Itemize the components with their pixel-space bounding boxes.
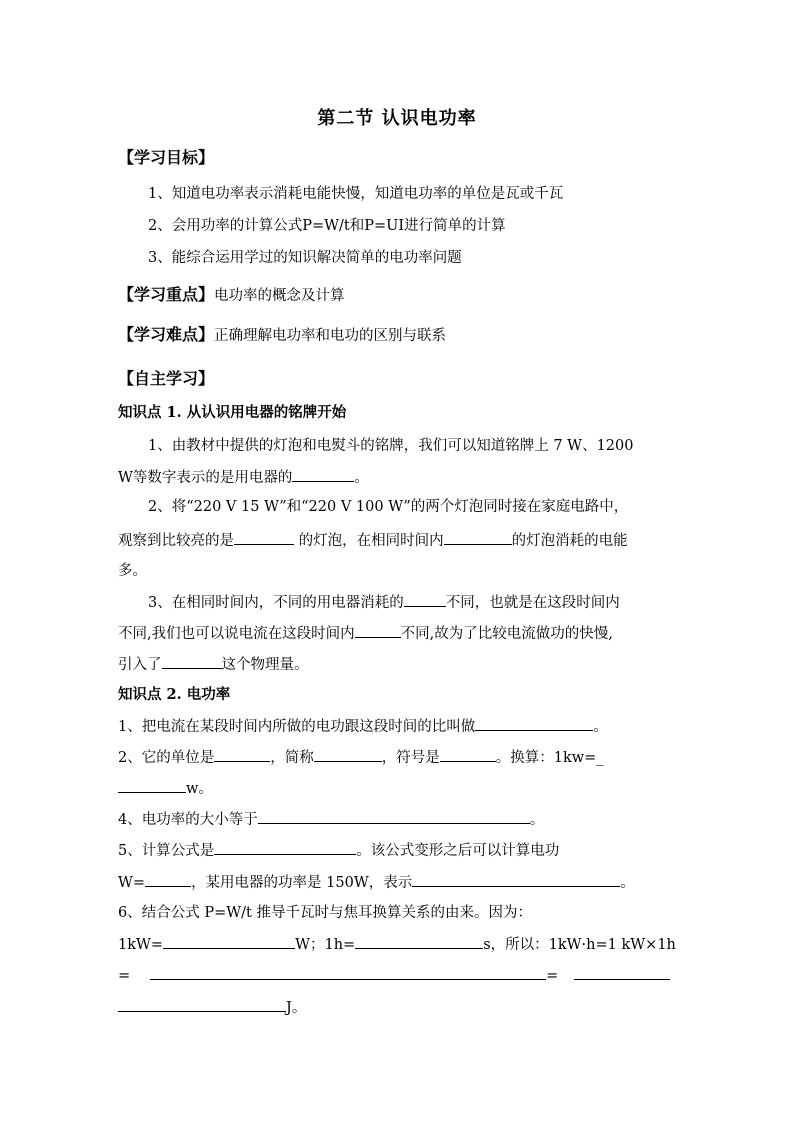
k1-q2-text: 观察到比较亮的是 <box>118 533 234 549</box>
k2-text: ，符号是 <box>381 750 440 766</box>
answer-blank[interactable] <box>440 747 496 762</box>
k1-q3-line3 <box>118 654 309 675</box>
k2-text: 。该公式变形之后可以计算电功 <box>356 843 560 859</box>
k1-heading: 知识点 1. 从认识用电器的铭牌开始 <box>118 404 347 421</box>
answer-blank[interactable] <box>404 592 446 607</box>
k2-line2b <box>118 778 213 799</box>
objective-item: 2、会用功率的计算公式P=W/t和P=UI进行简单的计算 <box>148 218 506 234</box>
answer-blank[interactable] <box>412 872 620 887</box>
difficulty-text: 正确理解电功率和电功的区别与联系 <box>214 328 447 344</box>
difficulty <box>118 325 446 346</box>
answer-blank[interactable] <box>355 623 401 638</box>
answer-blank[interactable] <box>118 778 186 793</box>
k2-text: 1、把电流在某段时间内所做的电功跟这段时间的比叫做 <box>118 719 476 735</box>
k2-line4 <box>118 809 544 830</box>
k2-heading: 知识点 2. 电功率 <box>118 686 231 703</box>
key-point-text: 电功率的概念及计算 <box>214 288 345 304</box>
k1-q2-line1: 2、将“220 V 15 W”和“220 V 100 W”的两个灯泡同时接在家庭电路中， <box>148 499 629 515</box>
k1-q1-line1: 1、由教材中提供的灯泡和电熨斗的铭牌，我们可以知道铭牌上 7 W、1200 <box>148 438 634 454</box>
k1-q3-text: 这个物理量。 <box>221 657 309 673</box>
k1-q2-text: 的灯泡，在相同时间内 <box>294 533 444 549</box>
k2-line5 <box>118 840 559 861</box>
answer-blank[interactable] <box>145 872 191 887</box>
k1-q1-text: W等数字表示的是用电器的 <box>118 470 293 486</box>
k2-text: 。 <box>620 875 635 891</box>
k1-q2-text: 的灯泡消耗的电能 <box>511 533 628 549</box>
k1-q3-text: 3、在相同时间内，不同的用电器消耗的 <box>148 595 404 611</box>
k2-text: w。 <box>186 781 213 797</box>
k2-text: J。 <box>286 1000 307 1016</box>
answer-blank[interactable] <box>574 965 670 980</box>
answer-blank[interactable] <box>234 530 294 545</box>
k1-q3-line2 <box>118 623 613 644</box>
k2-text: s，所以：1kW·h=1 kW×1h <box>483 937 676 953</box>
answer-blank[interactable] <box>355 934 483 949</box>
answer-blank[interactable] <box>314 747 382 762</box>
k2-line6b <box>118 934 676 955</box>
answer-blank[interactable] <box>163 934 295 949</box>
answer-blank[interactable] <box>214 747 270 762</box>
k2-text: ，简称 <box>270 750 314 766</box>
k2-line1 <box>118 716 608 737</box>
k2-text: 。换算：1kw=_ <box>495 750 604 766</box>
answer-blank[interactable] <box>444 530 512 545</box>
k2-text: = <box>118 968 131 984</box>
objective-item: 3、能综合运用学过的知识解决简单的电功率问题 <box>148 250 462 266</box>
k1-q3-text: 不同,我们也可以说电流在这段时间内 <box>118 626 355 642</box>
k1-q1-line2 <box>118 467 369 488</box>
objective-item: 1、知道电功率表示消耗电能快慢，知道电功率的单位是瓦或千瓦 <box>148 186 564 202</box>
k1-q1-end: 。 <box>354 470 369 486</box>
k2-text: 。 <box>529 812 545 828</box>
key-point-label: 【学习重点】 <box>118 285 215 304</box>
answer-blank[interactable] <box>118 997 286 1012</box>
k2-text: 2、它的单位是 <box>118 750 215 766</box>
answer-blank[interactable] <box>214 840 356 855</box>
answer-blank[interactable] <box>150 965 546 980</box>
answer-blank[interactable] <box>475 716 593 731</box>
k2-line6c <box>118 965 670 986</box>
answer-blank[interactable] <box>292 467 354 482</box>
k2-text: 5、计算公式是 <box>118 843 215 859</box>
k2-line2 <box>118 747 604 768</box>
objectives-heading: 【学习目标】 <box>118 148 215 167</box>
k1-q3-text: 不同，也就是在这段时间内 <box>445 595 620 611</box>
k2-text: = <box>546 968 559 984</box>
k2-text: ，某用电器的功率是 150W，表示 <box>191 875 413 891</box>
key-point <box>118 285 345 306</box>
k2-text: 4、电功率的大小等于 <box>118 812 258 828</box>
answer-blank[interactable] <box>258 809 530 824</box>
k1-q3-text: 引入了 <box>118 657 162 673</box>
k2-line5b <box>118 872 635 893</box>
k2-text: 1kW= <box>118 937 164 953</box>
k1-q2-line3: 多。 <box>118 563 147 579</box>
answer-blank[interactable] <box>162 654 222 669</box>
k1-q2-line2 <box>118 530 628 551</box>
page-title: 第二节 认识电功率 <box>317 108 477 129</box>
k1-q3-text: 不同,故为了比较电流做功的快慢, <box>400 626 613 642</box>
k2-text: W；1h= <box>295 937 356 953</box>
k2-line6d <box>118 997 306 1018</box>
k2-text: 。 <box>593 719 608 735</box>
difficulty-label: 【学习难点】 <box>118 325 215 344</box>
self-study-heading: 【自主学习】 <box>118 369 215 388</box>
k2-text: W= <box>118 875 146 891</box>
k1-q3-line1 <box>148 592 620 613</box>
k2-line6: 6、结合公式 P=W/t 推导千瓦时与焦耳换算关系的由来。因为： <box>118 905 532 921</box>
